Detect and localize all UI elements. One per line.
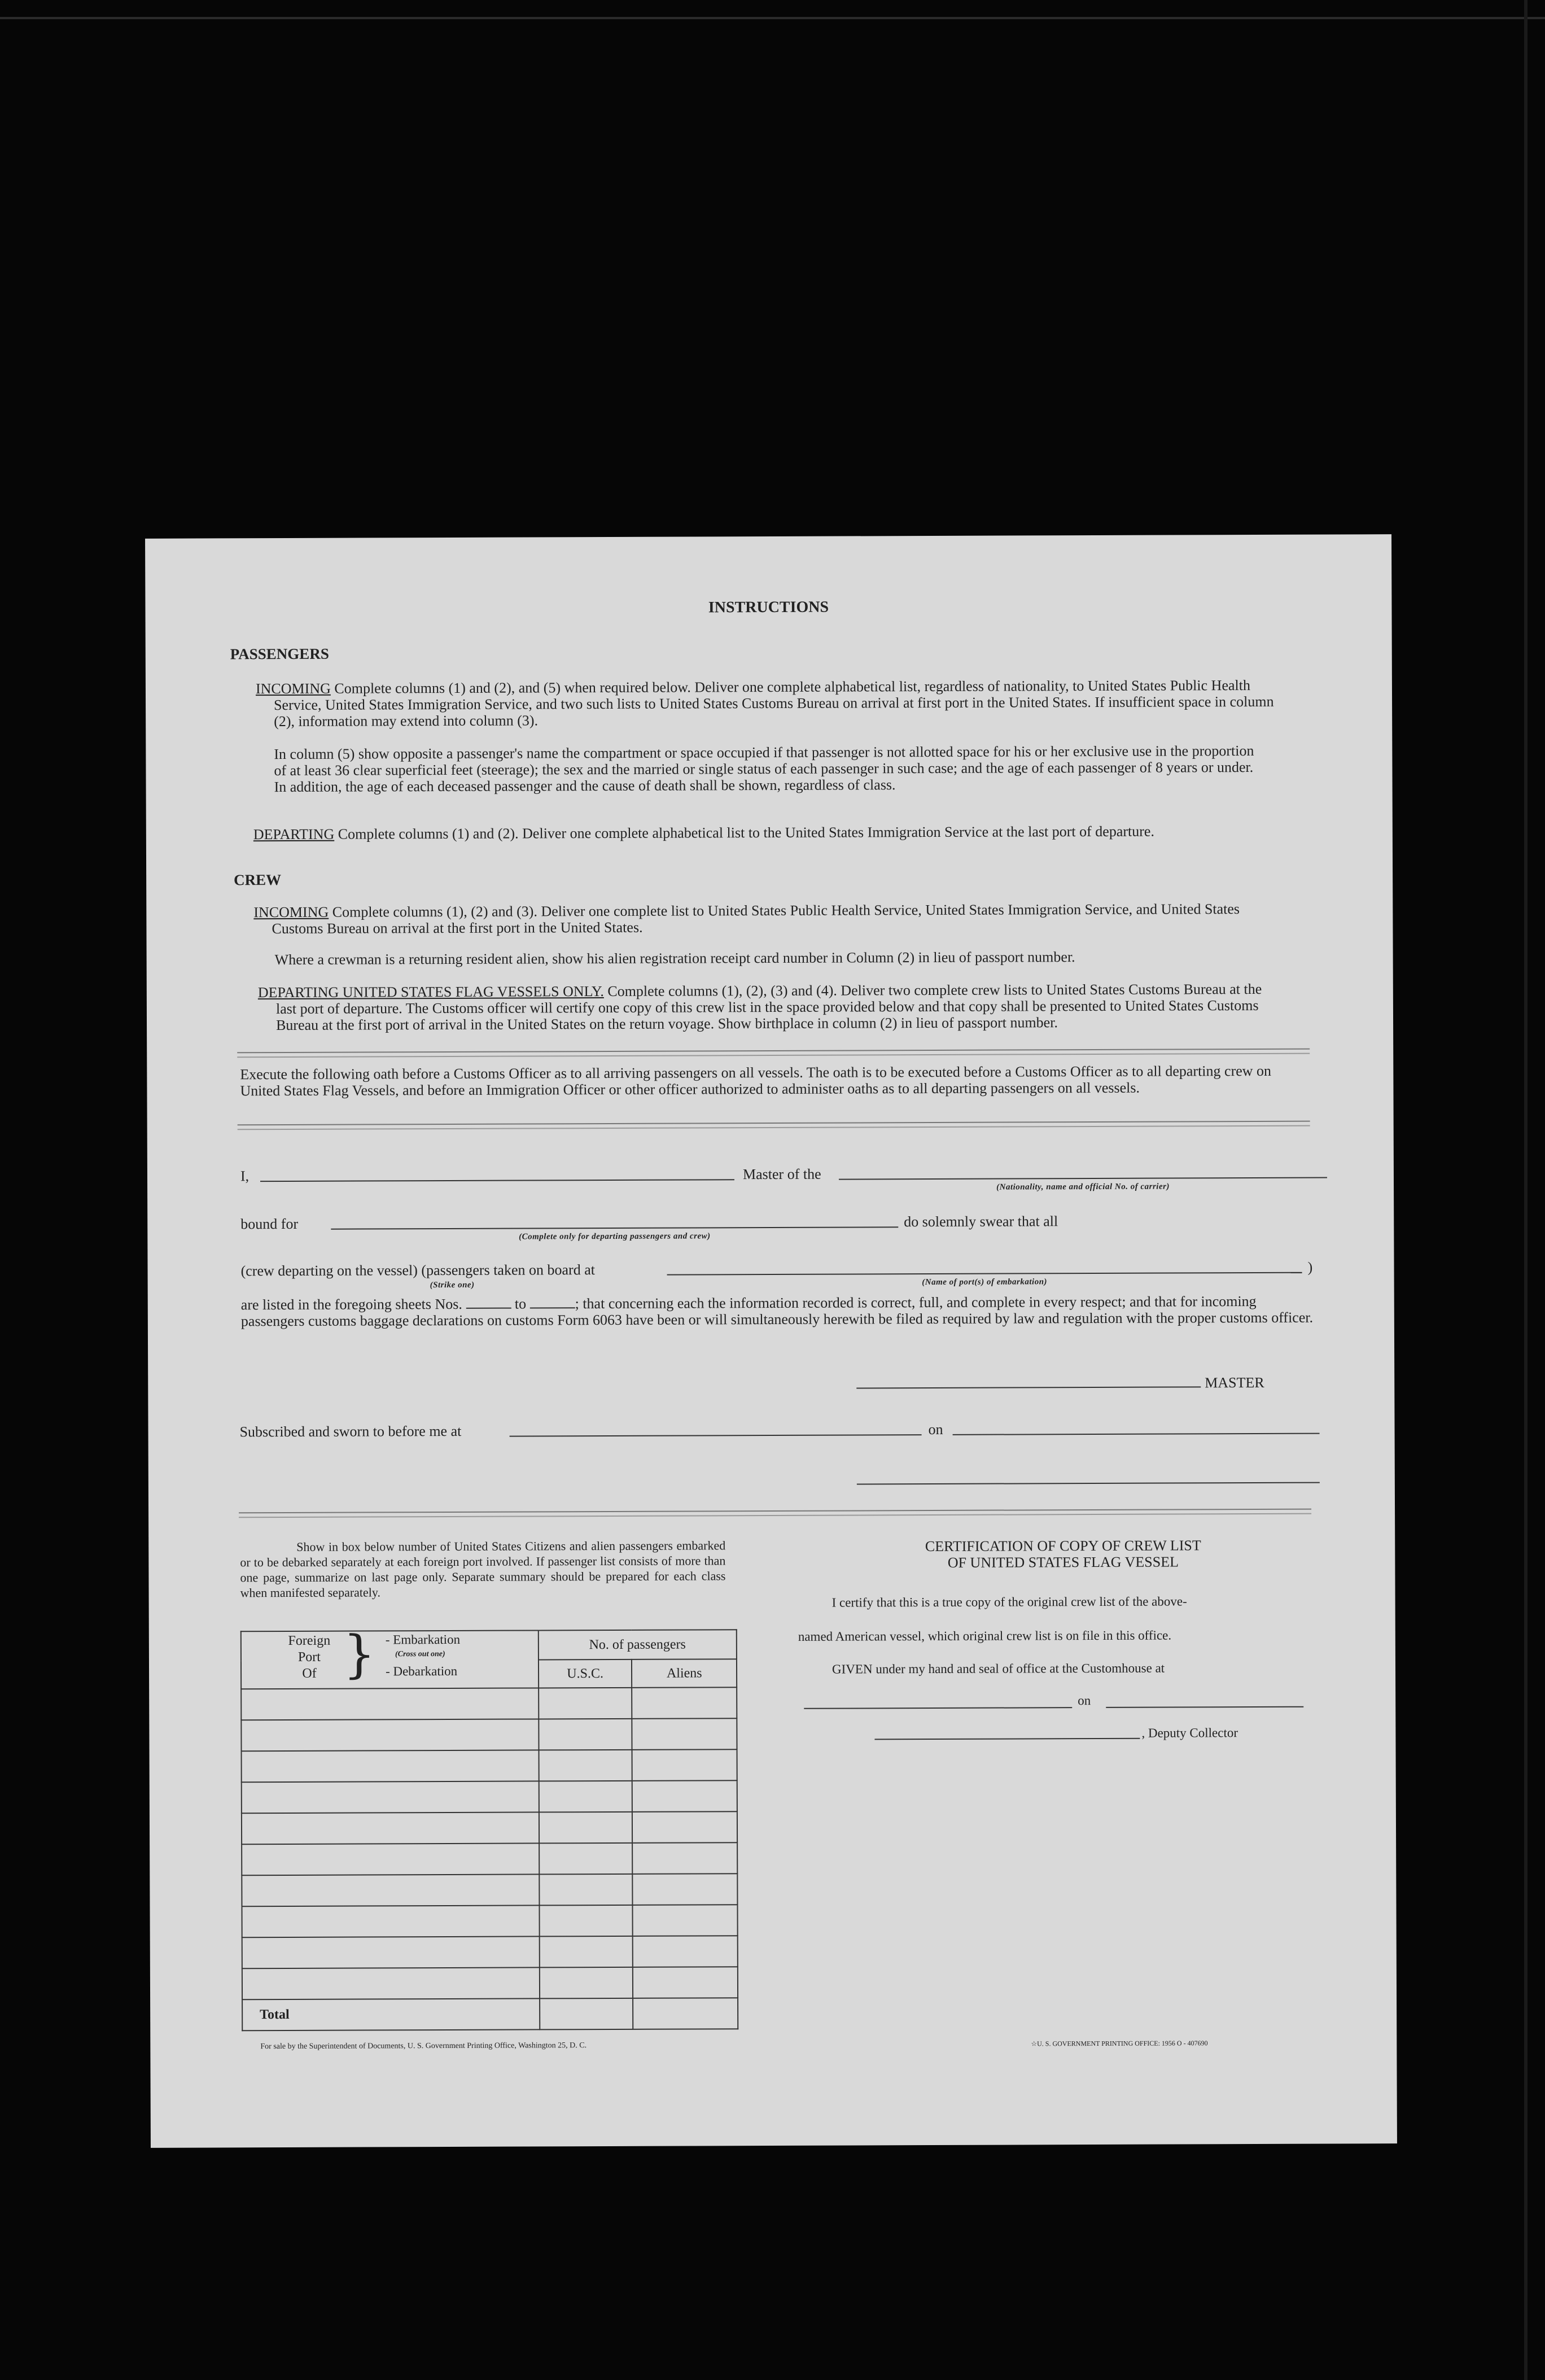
master-signature-field[interactable]	[856, 1386, 1201, 1388]
aliens-cell[interactable]	[633, 1842, 738, 1874]
bound-for-label: bound for	[240, 1215, 299, 1233]
sheet-from-field[interactable]	[466, 1308, 511, 1309]
divider-rule	[238, 1121, 1310, 1130]
carrier-caption: (Nationality, name and official No. of carrier)	[996, 1182, 1170, 1192]
listed-paragraph	[241, 1293, 1314, 1330]
certification-date-field[interactable]	[1106, 1706, 1303, 1708]
table-row	[242, 1842, 737, 1875]
usc-cell[interactable]	[539, 1719, 632, 1750]
aliens-total-cell[interactable]	[633, 1998, 738, 2029]
aliens-cell[interactable]	[633, 1874, 738, 1905]
port-cell[interactable]	[242, 1905, 539, 1937]
table-row	[242, 1967, 738, 1999]
table-row	[241, 1718, 737, 1751]
form-sheet	[145, 534, 1397, 2148]
table-row	[242, 1905, 737, 1937]
aliens-cell[interactable]	[633, 1967, 738, 1998]
of-label: Of	[302, 1666, 317, 1681]
passengers-column5-paragraph: In column (5) show opposite a passenger's name the compartment or space occupied if that passenger is not allotted space for his or her exclusive use in the proportion of at least 36 clear superficial feet (steerage); the sex and the married or single status of each passenger in such case; and the age of each passenger of 8 years or under. In addition, the age of each deceased passenger and the cause of death shall be shown, regardless of class.	[274, 743, 1254, 796]
table-row	[242, 1749, 737, 1782]
close-paren: )	[1307, 1259, 1313, 1276]
scanner-right-edge	[1524, 0, 1528, 2380]
deputy-collector-label: , Deputy Collector	[1141, 1726, 1238, 1740]
port-cell[interactable]	[242, 1874, 539, 1906]
master-of-the-label: Master of the	[742, 1165, 821, 1183]
port-cell[interactable]	[242, 1843, 539, 1875]
table-row	[242, 1811, 737, 1844]
oath-i-label: I,	[240, 1168, 250, 1185]
crew-departing-paragraph	[258, 981, 1281, 1033]
passengers-incoming-label: INCOMING	[255, 680, 331, 697]
usc-header: U.S.C.	[539, 1660, 632, 1688]
embarkation-label: - Embarkation	[385, 1632, 461, 1647]
aliens-cell[interactable]	[633, 1936, 738, 1967]
usc-cell[interactable]	[539, 1905, 633, 1937]
master-name-field[interactable]	[260, 1179, 734, 1182]
port-header-cell	[241, 1624, 539, 1689]
cross-out-caption: (Cross out one)	[395, 1650, 445, 1659]
aliens-cell[interactable]	[632, 1749, 737, 1781]
passengers-heading: PASSENGERS	[230, 645, 329, 663]
usc-cell[interactable]	[539, 1750, 632, 1781]
table-row	[242, 1780, 737, 1813]
carrier-field[interactable]	[839, 1177, 1327, 1180]
listed-text: ; that concerning each the information recorded is correct, full, and complete in every respect; and that for incoming passengers customs baggage declarations on customs Form 6063 have been or will simultaneously herewith be filed as required by law and regulation with the proper customs officer.	[240, 1292, 1314, 1330]
aliens-cell[interactable]	[632, 1687, 737, 1719]
summary-instructions: Show in box below number of United States Citizens and alien passengers embarked or to be debarked separately at each foreign port involved. If passenger list consists of more than one page, summarize on last page only. Separate summary should be prepared for each class when manifested separately.	[240, 1538, 726, 1600]
deputy-collector-signature-field[interactable]	[874, 1738, 1140, 1740]
certification-line1: I certify that this is a true copy of the original crew list of the above-	[831, 1594, 1187, 1610]
crew-incoming-paragraph	[253, 901, 1279, 937]
passengers-incoming-text: Complete columns (1) and (2), and (5) when required below. Deliver one complete alphabetical list, regardless of nationality, to United States Public Health Service, United States Immigration Service, and two such lists to United States Customs Bureau on arrival at first port in the United States. If insufficient space in column (2), information may extend into column (3).	[274, 677, 1274, 730]
subscribed-text: Subscribed and sworn to before me at	[239, 1422, 462, 1440]
scanner-top-edge	[0, 17, 1545, 19]
passengers-departing-label: DEPARTING	[253, 826, 335, 843]
table-row	[242, 1874, 737, 1906]
officer-signature-field[interactable]	[857, 1482, 1320, 1485]
usc-total-cell[interactable]	[540, 1998, 633, 2030]
port-cell[interactable]	[241, 1719, 539, 1751]
port-cell[interactable]	[242, 1781, 539, 1813]
crew-resident-paragraph: Where a crewman is a returning resident alien, show his alien registration receipt card number in Column (2) in lieu of passport number.	[274, 949, 1075, 968]
table-row	[241, 1687, 737, 1720]
divider-rule	[237, 1049, 1310, 1058]
total-row	[242, 1998, 738, 2030]
sworn-location-field[interactable]	[510, 1434, 922, 1437]
aliens-cell[interactable]	[632, 1811, 737, 1843]
crew-departing-text: Complete columns (1), (2), (3) and (4). Deliver two complete crew lists to United States Customs Bureau at the last port of departure. The Customs officer will certify one copy of this crew list in the space provided below and that copy shall be presented to United States Customs Bureau at the first port of arrival in the United States on the return voyage. Show birthplace in column (2) in lieu of passport number.	[275, 980, 1262, 1034]
crew-incoming-label: INCOMING	[253, 903, 329, 921]
port-cell[interactable]	[241, 1688, 539, 1720]
swear-text: do solemnly swear that all	[904, 1213, 1058, 1230]
table-row	[242, 1936, 738, 1968]
sworn-on-word: on	[928, 1421, 943, 1438]
sworn-date-field[interactable]	[953, 1433, 1320, 1435]
port-label: Port	[297, 1649, 321, 1665]
aliens-header: Aliens	[632, 1659, 737, 1688]
foreign-port-of	[275, 1633, 343, 1682]
certification-title-line2: OF UNITED STATES FLAG VESSEL	[947, 1553, 1179, 1571]
certification-on-word: on	[1078, 1693, 1091, 1708]
divider-rule	[239, 1509, 1311, 1518]
debarkation-label: - Debarkation	[385, 1663, 458, 1679]
passengers-departing-text: Complete columns (1) and (2). Deliver one complete alphabetical list to the United States Immigration Service at the last port of departure.	[338, 823, 1154, 842]
usc-cell[interactable]	[539, 1874, 633, 1906]
passengers-incoming-paragraph	[256, 677, 1279, 730]
passenger-summary-table	[240, 1624, 738, 2031]
usc-cell[interactable]	[539, 1936, 633, 1968]
port-cell[interactable]	[242, 1750, 539, 1782]
port-cell[interactable]	[242, 1812, 539, 1844]
port-cell[interactable]	[242, 1967, 540, 1999]
certification-line2: named American vessel, which original crew list is on file in this office.	[798, 1628, 1172, 1644]
passengers-departing-paragraph	[253, 823, 1279, 842]
bound-for-caption: (Complete only for departing passengers and crew)	[519, 1232, 711, 1242]
certification-title	[809, 1537, 1317, 1571]
port-cell[interactable]	[242, 1936, 540, 1968]
crew-passengers-text: (crew departing on the vessel) (passengers taken on board at	[240, 1261, 595, 1279]
crew-heading: CREW	[234, 871, 282, 889]
certification-title-line1: CERTIFICATION OF COPY OF CREW LIST	[925, 1537, 1201, 1555]
usc-cell[interactable]	[539, 1812, 633, 1844]
sheet-to-field[interactable]	[530, 1307, 575, 1308]
footer-left: For sale by the Superintendent of Documents, U. S. Government Printing Office, Washington 25, D. C.	[260, 2041, 587, 2051]
strike-caption: (Strike one)	[430, 1280, 475, 1290]
oath-intro: Execute the following oath before a Customs Officer as to all arriving passengers on all vessels. The oath is to be executed before a Customs Officer as to all departing crew on United States Flag Vessels, and before an Immigration Officer or other officer authorized to administer oaths as to all departing passengers on all vessels.	[240, 1062, 1272, 1099]
master-label: MASTER	[1205, 1374, 1264, 1391]
usc-cell[interactable]	[539, 1781, 632, 1813]
aliens-cell[interactable]	[633, 1905, 738, 1936]
total-label: Total	[242, 1998, 540, 2030]
aliens-cell[interactable]	[632, 1780, 737, 1812]
aliens-cell[interactable]	[632, 1718, 737, 1750]
port-caption: (Name of port(s) of embarkation)	[922, 1277, 1048, 1287]
to-word: to	[514, 1295, 527, 1312]
crew-incoming-text: Complete columns (1), (2) and (3). Deliver one complete list to United States Public Health Service, United States Immigration Service, and United States Customs Bureau on arrival at the first port in the United States.	[272, 901, 1240, 937]
listed-prefix: are listed in the foregoing sheets Nos.	[240, 1295, 462, 1313]
crew-departing-label: DEPARTING UNITED STATES FLAG VESSELS ONLY.	[257, 983, 604, 1001]
instructions-title: INSTRUCTIONS	[708, 598, 829, 617]
usc-cell[interactable]	[540, 1967, 633, 1999]
usc-cell[interactable]	[539, 1843, 633, 1875]
certification-line3: GIVEN under my hand and seal of office at the Customhouse at	[831, 1661, 1165, 1676]
foreign-label: Foreign	[288, 1633, 331, 1648]
usc-cell[interactable]	[539, 1688, 632, 1719]
no-passengers-header: No. of passengers	[538, 1630, 737, 1660]
embarkation-port-field[interactable]	[667, 1272, 1302, 1276]
customhouse-field[interactable]	[804, 1707, 1072, 1709]
bound-for-field[interactable]	[331, 1226, 898, 1230]
footer-right: ☆U. S. GOVERNMENT PRINTING OFFICE: 1956 O - 407690	[1031, 2039, 1208, 2048]
brace-icon: }	[343, 1624, 376, 1684]
